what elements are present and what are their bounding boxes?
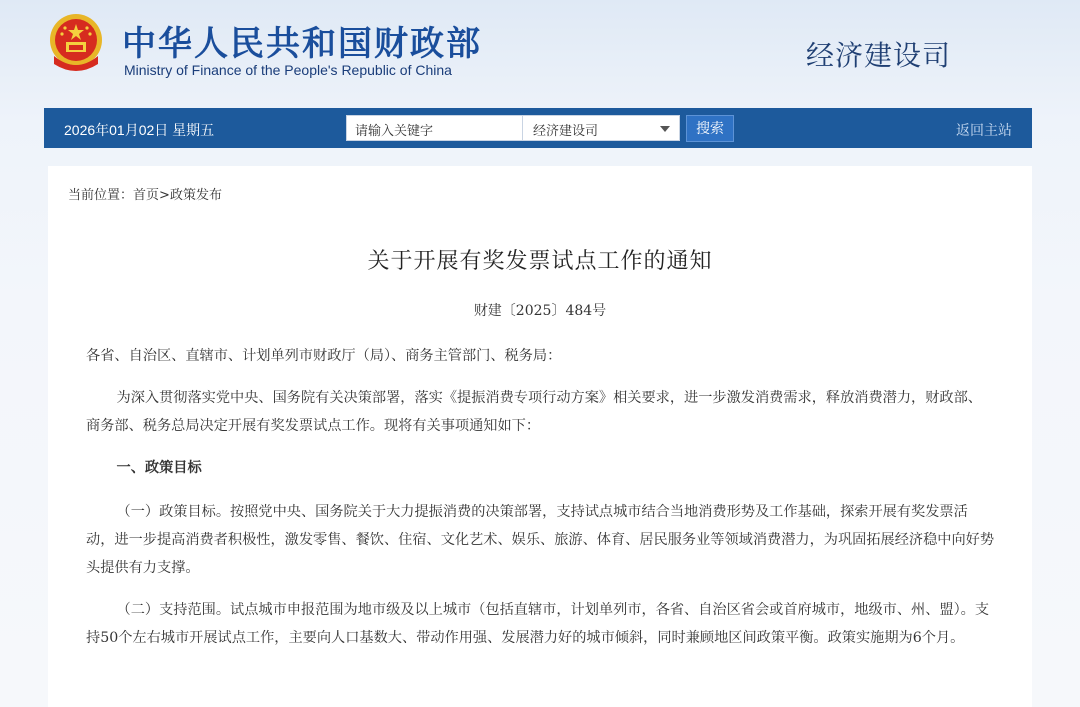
search-scope-value: 经济建设司: [533, 124, 599, 139]
document-title: 关于开展有奖发票试点工作的通知: [367, 249, 713, 274]
breadcrumb-label: 当前位置：: [68, 188, 134, 203]
breadcrumb-home-link[interactable]: 首页: [133, 188, 160, 203]
national-emblem-icon[interactable]: [46, 12, 106, 76]
search-input[interactable]: 请输入关键字: [346, 115, 552, 141]
department-name: 经济建设司: [806, 39, 952, 72]
breadcrumb-separator: >: [159, 188, 170, 203]
search-scope-select[interactable]: [522, 115, 680, 141]
document-intro: 为深入贯彻落实党中央、国务院有关决策部署，落实《提振消费专项行动方案》相关要求，进一步激发消费需求，释放消费潜力，财政部、商务部、税务总局决定开展有奖发票试点工作。现将有关事项通知如下：: [86, 390, 982, 434]
site-title-en[interactable]: Ministry of Finance of the People's Republic of China: [124, 62, 452, 78]
return-home-link[interactable]: 返回主站: [956, 123, 1012, 139]
search-button[interactable]: 搜索: [686, 115, 734, 142]
breadcrumb: [68, 184, 222, 203]
section-heading: 一、政策目标: [116, 460, 202, 476]
document-number: 财建〔2025〕484号: [473, 303, 607, 319]
current-date: 2026年01月02日 星期五: [64, 122, 215, 138]
chevron-down-icon: [660, 126, 670, 132]
breadcrumb-current-link[interactable]: 政策发布: [169, 188, 222, 203]
content-panel: [48, 166, 1032, 707]
site-title-cn[interactable]: 中华人民共和国财政部: [122, 24, 482, 64]
document-addressee: 各省、自治区、直辖市、计划单列市财政厅（局）、商务主管部门、税务局：: [86, 348, 562, 364]
nav-bar: [44, 108, 1032, 148]
document-paragraph: （一）政策目标。按照党中央、国务院关于大力提振消费的决策部署，支持试点城市结合当地消费形势及工作基础，探索开展有奖发票活动，进一步提高消费者积极性，激发零售、餐饮、住宿、文化艺术、娱乐、旅游、体育、居民服务业等领域消费潜力，为巩固拓展经济稳中向好势头提供有力支撑。: [86, 504, 995, 576]
document-paragraph: （二）支持范围。试点城市申报范围为地市级及以上城市（包括直辖市，计划单列市，各省、自治区省会或首府城市，地级市、州、盟）。支持50个左右城市开展试点工作，主要向人口基数大、带动作用强、发展潜力好的城市倾斜，同时兼顾地区间政策平衡。政策实施期为6个月。: [86, 602, 990, 646]
site-header: [0, 0, 1080, 108]
document-body: [86, 342, 994, 666]
